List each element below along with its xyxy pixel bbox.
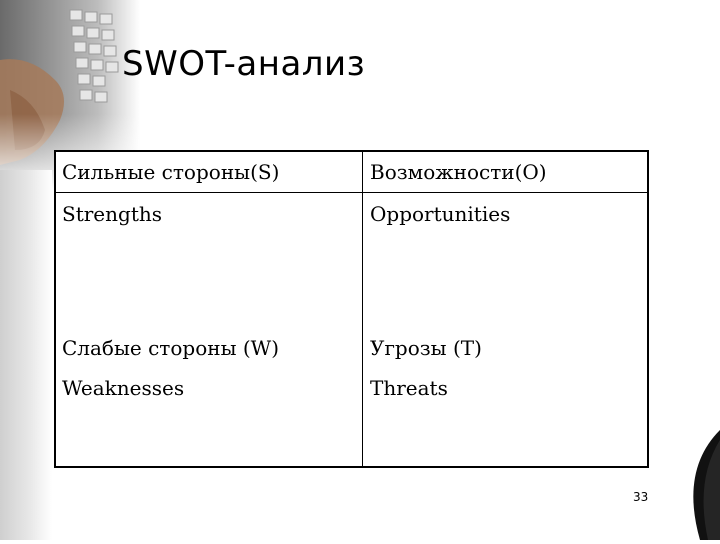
strengths-label: Strengths bbox=[62, 202, 162, 226]
corner-decoration bbox=[660, 430, 720, 540]
header-strengths: Сильные стороны(S) bbox=[62, 160, 280, 184]
left-gradient-strip bbox=[0, 170, 52, 540]
slide-title: SWOT-анализ bbox=[122, 44, 366, 84]
threats-label: Threats bbox=[370, 376, 448, 400]
weaknesses-label: Weaknesses bbox=[62, 376, 185, 400]
column-divider bbox=[362, 152, 363, 466]
opportunities-label: Opportunities bbox=[370, 202, 511, 226]
threats-heading: Угрозы (T) bbox=[370, 336, 482, 360]
header-opportunities: Возможности(O) bbox=[370, 160, 547, 184]
page-number: 33 bbox=[633, 490, 649, 504]
header-divider bbox=[56, 192, 647, 193]
swot-table bbox=[54, 150, 649, 468]
weaknesses-heading: Слабые стороны (W) bbox=[62, 336, 280, 360]
